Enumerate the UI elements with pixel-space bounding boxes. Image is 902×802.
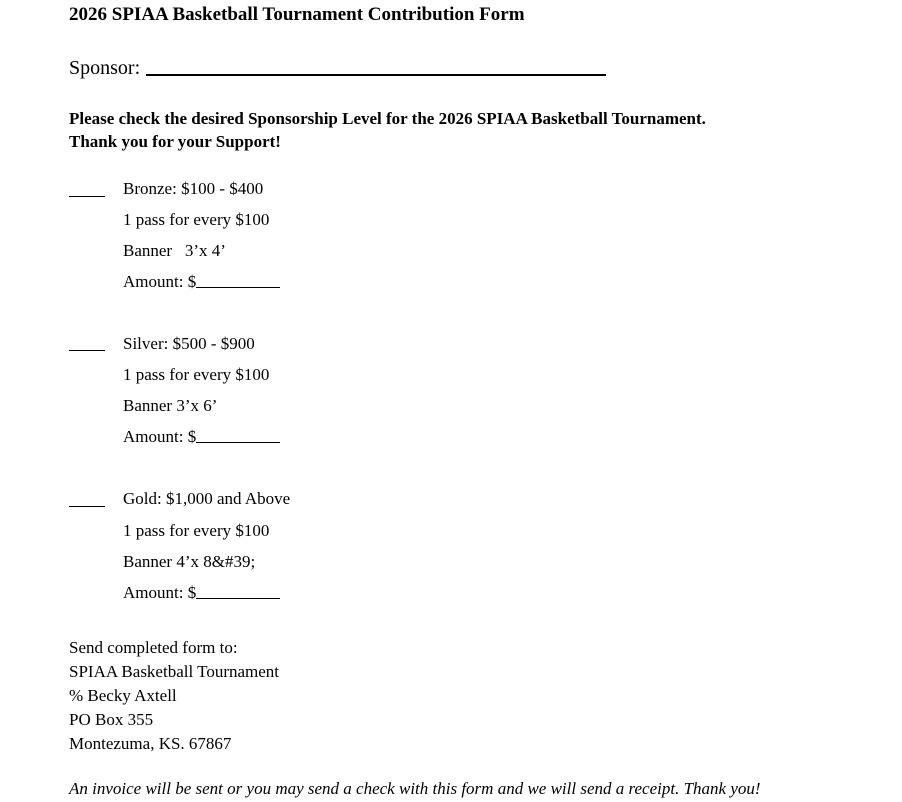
address-care-of: % Becky Axtell <box>69 686 177 705</box>
gold-amount-field[interactable] <box>196 584 280 599</box>
form-title: 2026 SPIAA Basketball Tournament Contribution Form <box>69 4 525 25</box>
gold-amount-row <box>123 583 280 603</box>
sponsor-row <box>69 56 606 80</box>
gold-tier-name: Gold: $1,000 and Above <box>123 489 291 508</box>
silver-tier-name: Silver: $500 - $900 <box>123 334 255 353</box>
silver-amount-label: Amount: $ <box>123 427 197 446</box>
gold-amount-label: Amount: $ <box>123 583 197 602</box>
instructions-line-1: Please check the desired Sponsorship Level for the 2026 SPIAA Basketball Tournament. <box>69 109 706 128</box>
bronze-tier-name: Bronze: $100 - $400 <box>123 179 264 198</box>
bronze-amount-field[interactable] <box>196 273 280 288</box>
gold-tier-banner: Banner 4’x 8&#39; <box>123 552 256 571</box>
bronze-tier-banner: Banner 3’x 4’ <box>123 241 226 260</box>
silver-checkbox-blank[interactable] <box>69 336 105 356</box>
bronze-amount-label: Amount: $ <box>123 272 197 291</box>
bronze-amount-row <box>123 272 280 292</box>
sponsor-label: Sponsor: <box>69 57 141 79</box>
gold-tier-passes: 1 pass for every $100 <box>123 521 270 540</box>
address-name: SPIAA Basketball Tournament <box>69 662 280 681</box>
address-box: PO Box 355 <box>69 710 154 729</box>
footer-note: An invoice will be sent or you may send a check with this form and we will send a receipt. Thank you! <box>69 779 761 798</box>
silver-amount-row <box>123 427 280 447</box>
silver-tier-passes: 1 pass for every $100 <box>123 365 270 384</box>
sponsor-name-field[interactable] <box>146 56 606 76</box>
address-city: Montezuma, KS. 67867 <box>69 734 232 753</box>
instructions-line-2: Thank you for your Support! <box>69 132 281 151</box>
bronze-tier-passes: 1 pass for every $100 <box>123 210 270 229</box>
bronze-checkbox-blank[interactable] <box>69 182 105 202</box>
instructions <box>69 107 706 153</box>
address-intro: Send completed form to: <box>69 638 238 657</box>
gold-checkbox-blank[interactable] <box>69 492 105 512</box>
mailing-address <box>69 636 279 756</box>
silver-tier-banner: Banner 3’x 6’ <box>123 396 218 415</box>
silver-amount-field[interactable] <box>196 428 280 443</box>
